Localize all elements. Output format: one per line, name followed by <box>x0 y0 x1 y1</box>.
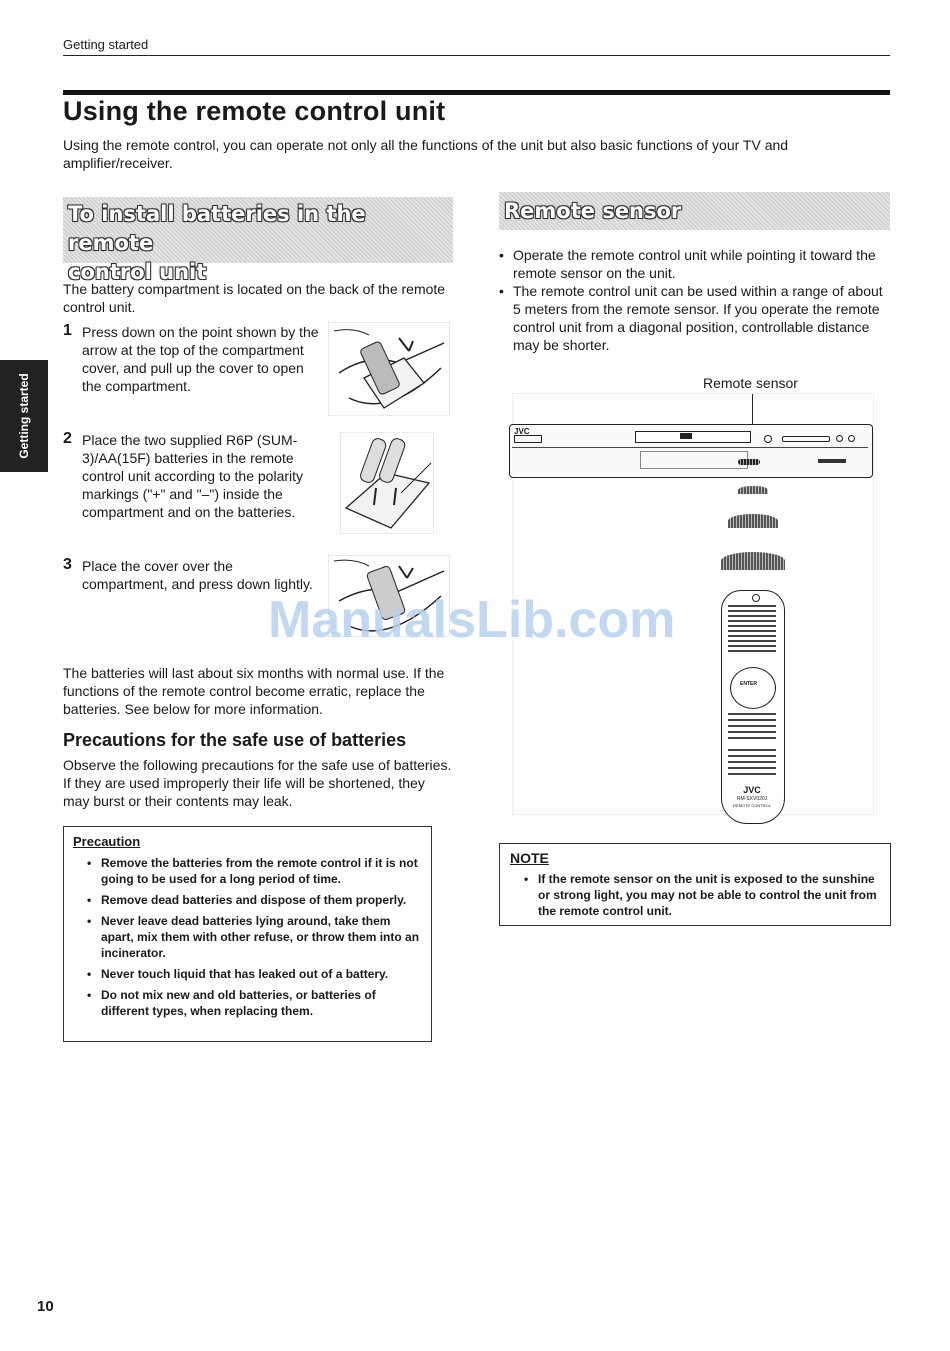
section-label: Getting started <box>63 37 149 52</box>
precaution-item: • Do not mix new and old batteries, or batteries of different types, when replacing them. <box>73 987 423 1019</box>
battery-heading-line1: To install batteries in the remote <box>68 202 366 255</box>
precaution-item: • Remove the batteries from the remote control if it is not going to be used for a long period of time. <box>73 855 423 887</box>
signal-wave <box>738 486 768 494</box>
sensor-bullet: • The remote control unit can be used within a range of about 5 meters from the remote sensor. If you operate the remote control unit from a diagonal position, controllable distance may be shorter. <box>499 282 891 354</box>
step-2-text: Place the two supplied R6P (SUM-3)/AA(15F) batteries in the remote control unit according to the polarity markings ("+" and "–") inside the compartment and on the batteries. <box>82 432 304 520</box>
side-tab-label: Getting started <box>17 373 31 459</box>
page-number: 10 <box>37 1298 54 1315</box>
remote-sensor-window <box>738 459 760 465</box>
function-keys <box>728 749 776 779</box>
precaution-item: • Remove dead batteries and dispose of them properly. <box>73 892 423 908</box>
step-3-text: Place the cover over the compartment, and press down lightly. <box>82 558 313 592</box>
page-title: Using the remote control unit <box>63 96 446 126</box>
precautions-heading: Precautions for the safe use of batteries <box>63 730 407 750</box>
step-3-number: 3 <box>63 556 72 573</box>
step-1-text: Press down on the point shown by the arrow at the top of the compartment cover, and pull up the cover to open the compartment. <box>82 324 319 394</box>
step-2-number: 2 <box>63 430 72 447</box>
number-keypad <box>728 605 776 655</box>
battery-install-heading <box>63 197 453 284</box>
step-1-number: 1 <box>63 322 72 339</box>
disc-tray <box>635 431 751 443</box>
watermark: ManualsLib.com <box>268 591 676 649</box>
sensor-bullets <box>499 246 891 354</box>
precautions-lead: Observe the following precautions for the safe use of batteries. If they are used improperly their life will be shortened, they may burst or their contents may leak. <box>63 757 452 809</box>
title-rule <box>63 90 890 95</box>
remote-sensor-label: Remote sensor <box>703 375 798 391</box>
sensor-bullet: • Operate the remote control unit while pointing it toward the remote sensor on the unit. <box>499 246 891 282</box>
precaution-item: • Never touch liquid that has leaked out of a battery. <box>73 966 423 982</box>
device-brand: JVC <box>514 427 530 436</box>
remote-caption: REMOTE CONTROL <box>733 803 771 808</box>
side-tab <box>0 360 48 472</box>
note-list <box>510 871 880 919</box>
power-button <box>764 435 772 443</box>
remote-brand: JVC <box>743 785 761 795</box>
note-box <box>499 843 891 926</box>
transport-keys <box>728 713 776 743</box>
precaution-box-title: Precaution <box>73 834 141 849</box>
remote-control <box>721 590 785 824</box>
display-window <box>640 451 748 469</box>
intro-paragraph: Using the remote control, you can operate not only all the functions of the unit but also basic functions of your TV and amplifier/receiver. <box>63 137 789 171</box>
dvd-player-unit <box>509 424 873 478</box>
note-box-title: NOTE <box>510 850 549 866</box>
direction-pad <box>730 667 776 709</box>
signal-wave <box>721 552 785 570</box>
insert-batteries-illustration <box>340 432 434 534</box>
open-cover-illustration <box>328 322 450 416</box>
battery-lead: The battery compartment is located on the back of the remote control unit. <box>63 281 446 315</box>
note-item: • If the remote sensor on the unit is exposed to the sunshine or strong light, you may not be able to control the unit from the remote control unit. <box>510 871 880 919</box>
remote-sensor-heading: Remote sensor <box>499 192 890 230</box>
battery-life-paragraph: The batteries will last about six months with normal use. If the functions of the remote control become erratic, replace the batteries. See below for more information. <box>63 665 445 717</box>
precaution-list <box>73 855 423 1019</box>
enter-label: ENTER <box>740 681 757 687</box>
header-divider <box>63 55 890 56</box>
precaution-box <box>63 826 432 1042</box>
battery-heading-line2: control unit <box>68 260 207 284</box>
remote-model: RM-SXV020J <box>736 796 768 802</box>
precaution-item: • Never leave dead batteries lying around, take them apart, mix them with other refuse, or throw them into an incinerator. <box>73 913 423 961</box>
signal-wave <box>728 514 778 528</box>
